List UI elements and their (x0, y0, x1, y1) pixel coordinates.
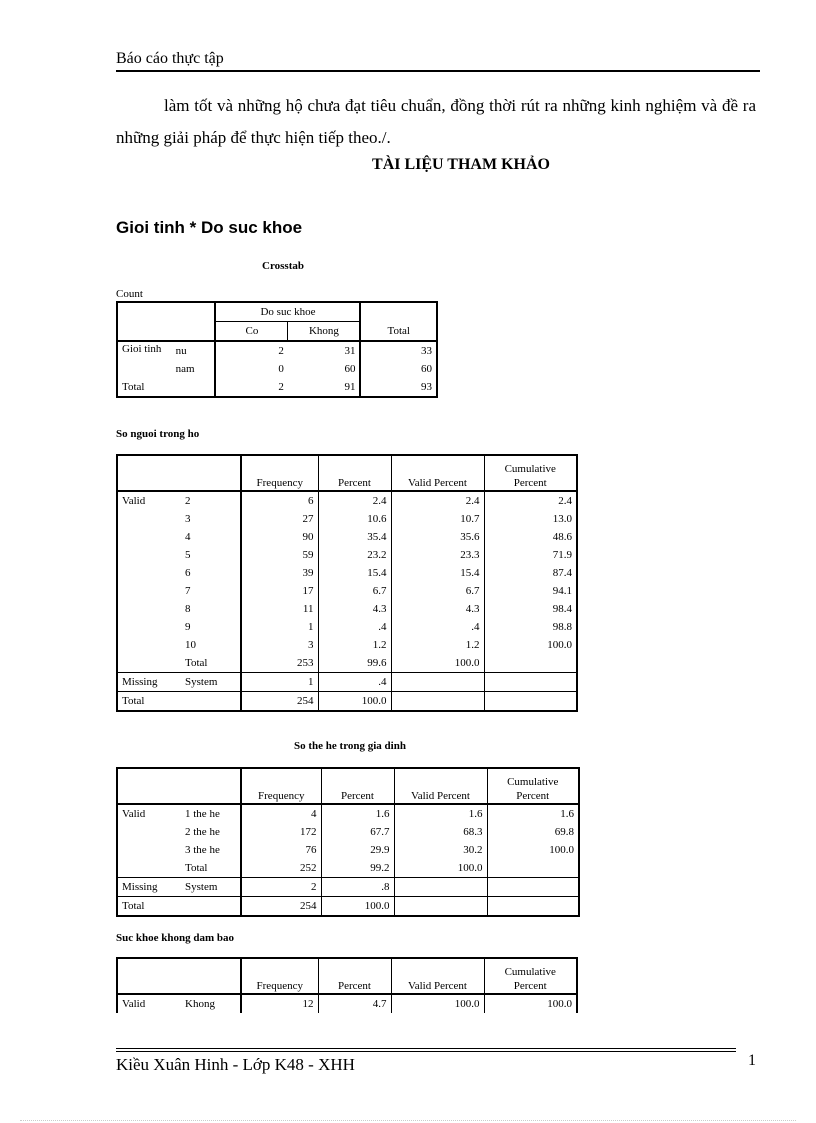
cell-frequency: 12 (241, 994, 318, 1013)
row-group-label: Missing (122, 881, 158, 893)
cell-valid-percent: 2.4 (391, 491, 484, 510)
cell-frequency: 253 (241, 654, 318, 673)
table3-title: Suc khoe khong dam bao (116, 932, 234, 944)
cell-percent: 1.2 (318, 636, 391, 654)
crosstab-cell: 93 (360, 378, 437, 397)
row-group-label (117, 841, 181, 859)
row-group-label (117, 510, 181, 528)
row-category-label: 1 the he (185, 808, 220, 820)
row-group-label (117, 636, 181, 654)
cell-valid-percent: 1.6 (394, 804, 487, 823)
cell-valid-percent: 35.6 (391, 528, 484, 546)
cell-cumulative-percent: 94.1 (484, 582, 577, 600)
cell-frequency: 254 (241, 897, 321, 917)
cell-valid-percent: 10.7 (391, 510, 484, 528)
row-category-label: 3 (185, 513, 191, 525)
crosstab-cell: 31 (344, 345, 356, 357)
col-cumulative-percent: Cumulative Percent (487, 768, 579, 804)
table-row (117, 528, 577, 546)
col-percent: Percent (321, 768, 394, 804)
cell-frequency: 39 (241, 564, 318, 582)
cell-percent: 2.4 (318, 491, 391, 510)
row-category-label: 5 (185, 549, 191, 561)
row-group-label (117, 564, 181, 582)
col-frequency: Frequency (241, 455, 318, 491)
table-row (117, 654, 577, 673)
table-row (117, 582, 577, 600)
row-group-label: Valid (122, 808, 146, 820)
cell-frequency: 3 (241, 636, 318, 654)
frequency-table-household-size (116, 454, 578, 712)
cell-frequency: 11 (241, 600, 318, 618)
col-percent: Percent (318, 958, 391, 994)
cell-percent: 99.2 (321, 859, 394, 878)
row-group-label (117, 618, 181, 636)
crosstab-row-group: Gioi tinh (122, 343, 162, 355)
row-group-label (117, 859, 181, 878)
cell-valid-percent: 4.3 (391, 600, 484, 618)
row-group-label: Total (122, 900, 145, 912)
col-valid-percent: Valid Percent (391, 958, 484, 994)
table-row (117, 692, 577, 712)
page-header-title: Báo cáo thực tập (116, 50, 224, 67)
cell-frequency: 1 (241, 618, 318, 636)
cell-frequency: 172 (241, 823, 321, 841)
cell-cumulative-percent: 87.4 (484, 564, 577, 582)
frequency-table-generations (116, 767, 580, 917)
cell-cumulative-percent: 98.4 (484, 600, 577, 618)
cell-valid-percent: 23.3 (391, 546, 484, 564)
footer-author: Kiều Xuân Hinh - Lớp K48 - XHH (116, 1055, 355, 1074)
table-row (117, 618, 577, 636)
row-category-label: 9 (185, 621, 191, 633)
crosstab-cell: 2 (215, 341, 287, 360)
row-category-label (181, 692, 241, 712)
cell-frequency: 90 (241, 528, 318, 546)
row-group-label: Valid (122, 495, 146, 507)
cell-percent: 6.7 (318, 582, 391, 600)
table-row (117, 600, 577, 618)
cell-percent: 100.0 (318, 692, 391, 712)
crosstab-row-label: nu (175, 345, 187, 357)
frequency-table-health (116, 957, 578, 1013)
row-category-label: 3 the he (185, 844, 220, 856)
table2-title: So the he trong gia dinh (294, 740, 406, 752)
cell-percent: 23.2 (318, 546, 391, 564)
row-category-label: Khong (185, 998, 215, 1010)
footer-rule (116, 1048, 736, 1049)
row-category-label: System (185, 676, 218, 688)
row-category-label: Total (185, 862, 208, 874)
cell-cumulative-percent: 100.0 (484, 994, 577, 1013)
cell-percent: 10.6 (318, 510, 391, 528)
table-row (117, 841, 579, 859)
crosstab-group-header: Do suc khoe (215, 302, 360, 322)
col-valid-percent: Valid Percent (391, 455, 484, 491)
table1-title: So nguoi trong ho (116, 428, 200, 440)
cell-percent: 4.7 (318, 994, 391, 1013)
cell-valid-percent: 6.7 (391, 582, 484, 600)
page-edge-dotted-line (20, 1120, 796, 1121)
table-row (117, 878, 579, 897)
cell-valid-percent (394, 878, 487, 897)
row-group-label (117, 654, 181, 673)
cell-frequency: 254 (241, 692, 318, 712)
col-cumulative-percent: Cumulative Percent (484, 958, 577, 994)
table-row (117, 673, 577, 692)
footer-rule (116, 1051, 736, 1052)
table-row (117, 897, 579, 917)
cell-cumulative-percent (484, 692, 577, 712)
row-category-label: 10 (185, 639, 196, 651)
row-category-label (181, 897, 241, 917)
cell-frequency: 252 (241, 859, 321, 878)
table-row (117, 859, 579, 878)
cell-cumulative-percent: 1.6 (487, 804, 579, 823)
table-row (117, 546, 577, 564)
crosstab-cell: 2 (215, 378, 287, 397)
col-valid-percent: Valid Percent (394, 768, 487, 804)
row-category-label: 2 the he (185, 826, 220, 838)
col-frequency: Frequency (241, 958, 318, 994)
cell-cumulative-percent (484, 654, 577, 673)
row-group-label (117, 528, 181, 546)
table-row (117, 994, 577, 1013)
cell-frequency: 2 (241, 878, 321, 897)
cell-cumulative-percent: 69.8 (487, 823, 579, 841)
crosstab-count-label: Count (116, 288, 143, 300)
cell-frequency: 59 (241, 546, 318, 564)
cell-percent: 15.4 (318, 564, 391, 582)
row-group-label (117, 600, 181, 618)
cell-percent: .4 (318, 618, 391, 636)
col-percent: Percent (318, 455, 391, 491)
cell-frequency: 1 (241, 673, 318, 692)
cell-valid-percent: 30.2 (394, 841, 487, 859)
cell-cumulative-percent: 100.0 (487, 841, 579, 859)
crosstab-col-total: Total (360, 322, 437, 342)
crosstab-cell: 60 (344, 363, 356, 375)
table-row (117, 804, 579, 823)
cell-frequency: 76 (241, 841, 321, 859)
cell-cumulative-percent: 2.4 (484, 491, 577, 510)
cell-percent: .4 (318, 673, 391, 692)
crosstab-cell: 60 (360, 360, 437, 378)
cell-cumulative-percent (484, 673, 577, 692)
crosstab-col-khong: Khong (288, 322, 361, 342)
cell-percent: 67.7 (321, 823, 394, 841)
cell-percent: 99.6 (318, 654, 391, 673)
cell-cumulative-percent: 100.0 (484, 636, 577, 654)
cell-frequency: 6 (241, 491, 318, 510)
cell-percent: 4.3 (318, 600, 391, 618)
row-category-label: 4 (185, 531, 191, 543)
row-group-label: Missing (122, 676, 158, 688)
cell-cumulative-percent: 71.9 (484, 546, 577, 564)
cell-valid-percent: 15.4 (391, 564, 484, 582)
cell-valid-percent: 100.0 (391, 994, 484, 1013)
crosstab-cell: 91 (344, 381, 356, 393)
cell-percent: 1.6 (321, 804, 394, 823)
cell-percent: 100.0 (321, 897, 394, 917)
row-category-label: 7 (185, 585, 191, 597)
col-frequency: Frequency (241, 768, 321, 804)
cell-valid-percent (391, 673, 484, 692)
cell-cumulative-percent: 48.6 (484, 528, 577, 546)
cell-valid-percent (391, 692, 484, 712)
cell-percent: 35.4 (318, 528, 391, 546)
cell-percent: 29.9 (321, 841, 394, 859)
row-category-label: 8 (185, 603, 191, 615)
crosstab-table (116, 301, 438, 398)
cell-percent: .8 (321, 878, 394, 897)
cell-cumulative-percent: 13.0 (484, 510, 577, 528)
cell-valid-percent: 1.2 (391, 636, 484, 654)
row-group-label: Valid (122, 998, 146, 1010)
crosstab-row-label: nam (175, 363, 195, 375)
cell-frequency: 17 (241, 582, 318, 600)
cell-valid-percent: 100.0 (391, 654, 484, 673)
row-category-label: 6 (185, 567, 191, 579)
table-row (117, 636, 577, 654)
cell-valid-percent: 100.0 (394, 859, 487, 878)
col-cumulative-percent: Cumulative Percent (484, 455, 577, 491)
row-category-label: Total (185, 657, 208, 669)
cell-cumulative-percent (487, 859, 579, 878)
body-paragraph: làm tốt và những hộ chưa đạt tiêu chuẩn, đồng thời rút ra những kinh nghiệm và đề ra những giải pháp để thực hiện tiếp theo./. (116, 96, 756, 147)
row-category-label: System (185, 881, 218, 893)
cell-cumulative-percent: 98.8 (484, 618, 577, 636)
cell-cumulative-percent (487, 878, 579, 897)
cell-valid-percent (394, 897, 487, 917)
section-heading: Gioi tinh * Do suc khoe (116, 218, 303, 237)
table-row (117, 510, 577, 528)
crosstab-title: Crosstab (262, 260, 304, 272)
cell-frequency: 4 (241, 804, 321, 823)
table-row (117, 564, 577, 582)
crosstab-total-label: Total (122, 381, 145, 393)
table-row (117, 491, 577, 510)
cell-valid-percent: 68.3 (394, 823, 487, 841)
cell-valid-percent: .4 (391, 618, 484, 636)
row-group-label: Total (122, 695, 145, 707)
page-number: 1 (748, 1052, 756, 1069)
cell-cumulative-percent (487, 897, 579, 917)
crosstab-col-co: Co (215, 322, 287, 342)
row-group-label (117, 582, 181, 600)
header-rule (116, 70, 760, 72)
references-heading: TÀI LIỆU THAM KHẢO (372, 156, 550, 173)
crosstab-cell: 0 (215, 360, 287, 378)
row-group-label (117, 823, 181, 841)
table-row (117, 823, 579, 841)
crosstab-cell: 33 (360, 341, 437, 360)
cell-frequency: 27 (241, 510, 318, 528)
row-category-label: 2 (185, 495, 191, 507)
row-group-label (117, 546, 181, 564)
